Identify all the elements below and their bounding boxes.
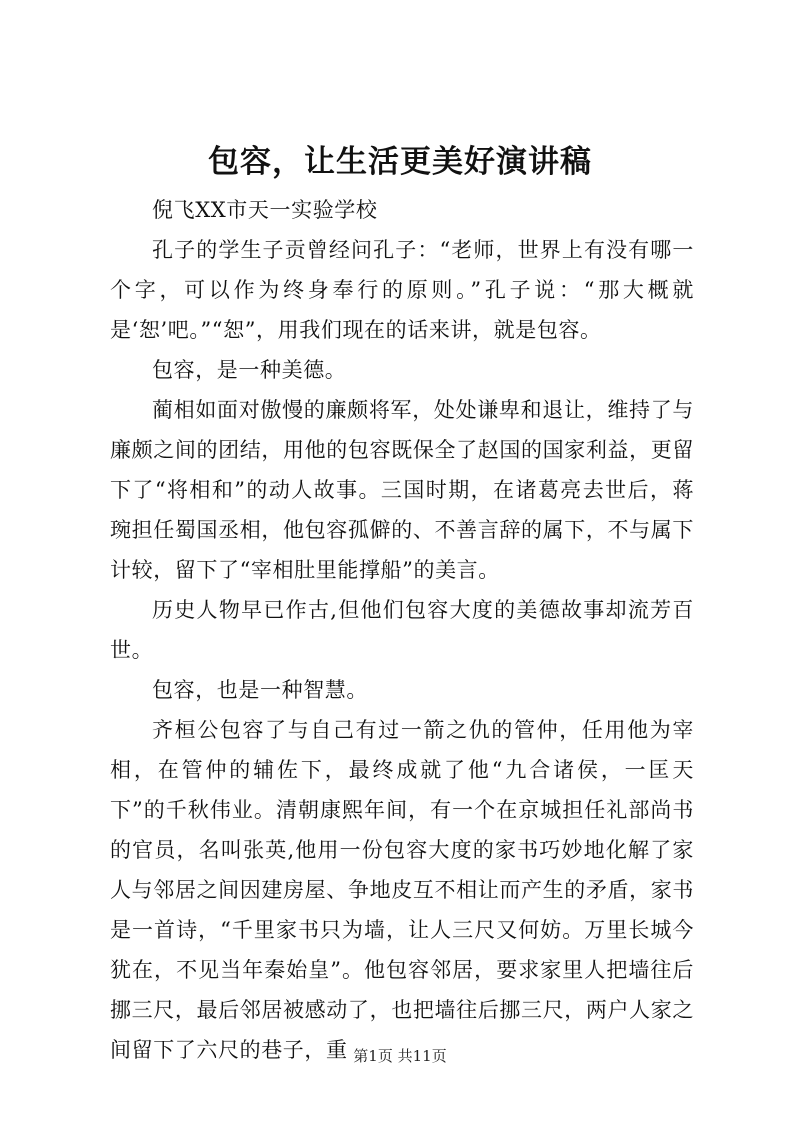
paragraph: 蔺相如面对傲慢的廉颇将军，处处谦卑和退让，维持了与廉颇之间的团结，用他的包容既保全了赵国的国家利益，更留下了“将相和”的动人故事。三国时期，在诸葛亮去世后，蒋琬担任蜀国丞相，他包容孤僻的、不善言辞的属下，不与属下计较，留下了“宰相肚里能撑船”的美言。 xyxy=(110,398,694,582)
paragraph: 包容，也是一种智慧。 xyxy=(152,678,368,702)
document-title: 包容，让生活更美好演讲稿 xyxy=(208,144,592,180)
author-line: 倪飞XX市天一实验学校 xyxy=(152,198,378,222)
paragraph: 包容，是一种美德。 xyxy=(152,358,347,382)
paragraph: 历史人物早已作古,但他们包容大度的美德故事却流芳百世。 xyxy=(110,598,694,662)
document-body xyxy=(110,190,694,1070)
paragraph: 孔子的学生子贡曾经问孔子：“老师，世界上有没有哪一个字，可以作为终身奉行的原则。”孔子说：“那大概就是‘恕’吧。”“恕”，用我们现在的话来讲，就是包容。 xyxy=(110,238,694,342)
page-footer: 第1页 共11页 xyxy=(353,1047,447,1065)
paragraph: 齐桓公包容了与自己有过一箭之仇的管仲，任用他为宰相，在管仲的辅佐下，最终成就了他“九合诸侯，一匡天下”的千秋伟业。清朝康熙年间，有一个在京城担任礼部尚书的官员，名叫张英,他用一份包容大度的家书巧妙地化解了家人与邻居之间因建房屋、争地皮互不相让而产生的矛盾，家书是一首诗，“千里家书只为墙，让人三尺又何妨。万里长城今犹在，不见当年秦始皇”。他包容邻居，要求家里人把墙往后挪三尺，最后邻居被感动了，也把墙往后挪三尺，两户人家之间留下了六尺的巷子，重 xyxy=(110,718,694,1062)
